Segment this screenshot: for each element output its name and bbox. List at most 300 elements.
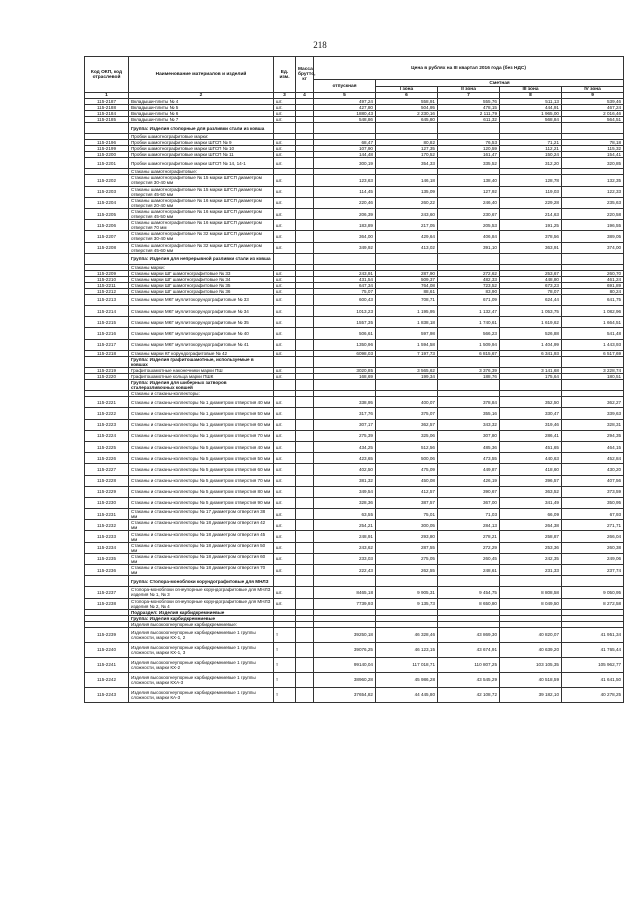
header-zone-4: IV зона <box>562 87 624 93</box>
name-cell: Пробки шамотнографитовые марки ШГСП № 9 <box>129 140 274 146</box>
zone-2-price-cell: 42 108,72 <box>438 687 500 702</box>
release-price-cell: 206,39 <box>314 208 376 219</box>
code-cell: 115-2206 <box>85 220 129 231</box>
unit-cell: шт. <box>274 111 296 117</box>
zone-1-price-cell: 262,55 <box>376 565 438 576</box>
table-row <box>85 642 624 657</box>
zone-3-price-cell: 396,57 <box>500 475 562 486</box>
zone-3-price-cell: 1 965,00 <box>500 111 562 117</box>
zone-1-price-cell: 512,56 <box>376 441 438 452</box>
name-cell: Стаканы и стаканы-коллекторы № 1 диаметром отверстия 50 мм <box>129 408 274 419</box>
zone-2-price-cell: 83,90 <box>438 288 500 294</box>
zone-4-price-cell: 180,51 <box>562 374 624 380</box>
code-cell: 115-2214 <box>85 306 129 317</box>
zone-3-price-cell: 1 404,99 <box>500 339 562 350</box>
zone-2-price-cell <box>438 380 500 391</box>
name-cell: Вкладыши-плиты № 7 <box>129 117 274 123</box>
zone-1-price-cell: 88,61 <box>376 288 438 294</box>
name-cell: Стопора-моноблоки огнеупорные корундографитовые для МНЛЗ изделия № 1, № 3 <box>129 587 274 598</box>
zone-2-price-cell: 278,21 <box>438 531 500 542</box>
zone-3-price-cell: 128,78 <box>500 175 562 186</box>
table-row <box>85 419 624 430</box>
table-row <box>85 531 624 542</box>
mass-cell <box>296 672 314 687</box>
release-price-cell: 3020,85 <box>314 368 376 374</box>
zone-4-price-cell: 467,24 <box>562 105 624 111</box>
code-cell: 115-2204 <box>85 197 129 208</box>
code-cell: 115-2231 <box>85 509 129 520</box>
release-price-cell: 37654,82 <box>314 687 376 702</box>
release-price-cell: 402,50 <box>314 464 376 475</box>
table-row <box>85 186 624 197</box>
name-cell: Стаканы шамотнографитовые № 15 марки ШГСП диаметром отверстия 30-40 мм <box>129 175 274 186</box>
name-cell: Группа: Изделия стопорные для разливки стали из ковша <box>129 123 274 134</box>
zone-2-price-cell: 378,84 <box>438 397 500 408</box>
zone-1-price-cell: 146,18 <box>376 175 438 186</box>
zone-1-price-cell: 1 838,18 <box>376 317 438 328</box>
mass-cell <box>296 419 314 430</box>
zone-3-price-cell: 253,67 <box>500 270 562 276</box>
unit-cell <box>274 576 296 587</box>
unit-cell: шт. <box>274 464 296 475</box>
header-price-group: Цена в рублях на III квартал 2016 года (без НДС) <box>314 57 624 80</box>
column-number: 9 <box>562 93 624 99</box>
release-price-cell: 275,39 <box>314 430 376 441</box>
release-price-cell: 381,32 <box>314 475 376 486</box>
release-price-cell: 183,89 <box>314 220 376 231</box>
code-cell: 115-2205 <box>85 208 129 219</box>
header-estimate-price: Сметная <box>376 80 624 87</box>
unit-cell <box>274 380 296 391</box>
zone-4-price-cell: 41 951,34 <box>562 627 624 642</box>
zone-1-price-cell: 170,52 <box>376 152 438 158</box>
table-row <box>85 509 624 520</box>
zone-4-price-cell <box>562 356 624 367</box>
table-row <box>85 317 624 328</box>
zone-4-price-cell: 1 664,51 <box>562 317 624 328</box>
zone-2-price-cell: 478,15 <box>438 105 500 111</box>
zone-1-price-cell: 287,55 <box>376 542 438 553</box>
name-cell: Стаканы шамотнографитовые № 16 марки ШГСП диаметром отверстия 20-40 мм <box>129 197 274 208</box>
code-cell: 115-2225 <box>85 441 129 452</box>
column-number: 5 <box>314 93 376 99</box>
table-row <box>85 475 624 486</box>
name-cell: Стаканы и стаканы-коллекторы № 1 диаметром отверстия 60 мм <box>129 419 274 430</box>
zone-1-price-cell: 450,08 <box>376 475 438 486</box>
unit-cell: шт. <box>274 117 296 123</box>
zone-2-price-cell: 230,67 <box>438 208 500 219</box>
name-cell: Изделия высокоогнеупорные карбидкремниевые 1 группы сложности, марки КХ-2 <box>129 657 274 672</box>
name-cell: Стаканы и стаканы-коллекторы № 17 диаметром отверстия 38 мм <box>129 509 274 520</box>
name-cell: Стаканы шамотнографитовые № 32 марки ШГСП диаметром отверстия 30-40 мм <box>129 231 274 242</box>
mass-cell <box>296 430 314 441</box>
zone-2-price-cell: 611,32 <box>438 117 500 123</box>
zone-3-price-cell: 40 518,59 <box>500 672 562 687</box>
release-price-cell <box>314 356 376 367</box>
zone-1-price-cell: 44 445,80 <box>376 687 438 702</box>
zone-1-price-cell: 387,57 <box>376 497 438 508</box>
zone-4-price-cell: 350,95 <box>562 497 624 508</box>
column-number: 8 <box>500 93 562 99</box>
release-price-cell: 222,43 <box>314 565 376 576</box>
code-cell: 115-2215 <box>85 317 129 328</box>
zone-3-price-cell: 511,13 <box>500 99 562 105</box>
mass-cell <box>296 576 314 587</box>
zone-4-price-cell: 320,85 <box>562 158 624 169</box>
name-cell: Стаканы и стаканы-коллекторы № 18 диаметром отверстия 45 мм <box>129 531 274 542</box>
table-row <box>85 231 624 242</box>
code-cell: 115-2212 <box>85 288 129 294</box>
zone-2-price-cell: 120,59 <box>438 146 500 152</box>
mass-cell <box>296 380 314 391</box>
zone-3-price-cell: 341,49 <box>500 497 562 508</box>
name-cell: Пробки шамотнографитовые марки: <box>129 134 274 140</box>
unit-cell: шт. <box>274 288 296 294</box>
zone-1-price-cell: 3 565,62 <box>376 368 438 374</box>
release-price-cell: 254,21 <box>314 520 376 531</box>
code-cell: 115-2235 <box>85 553 129 564</box>
zone-1-price-cell: 287,90 <box>376 270 438 276</box>
mass-cell <box>296 486 314 497</box>
mass-cell <box>296 464 314 475</box>
zone-3-price-cell: 1 053,75 <box>500 306 562 317</box>
zone-3-price-cell: 526,88 <box>500 328 562 339</box>
unit-cell: шт. <box>274 368 296 374</box>
zone-3-price-cell: 568,84 <box>500 117 562 123</box>
header-release-price: отпускная <box>314 80 376 93</box>
zone-2-price-cell <box>438 253 500 264</box>
code-cell: 115-2233 <box>85 531 129 542</box>
zone-3-price-cell: 231,33 <box>500 565 562 576</box>
release-price-cell <box>314 123 376 134</box>
release-price-cell: 647,34 <box>314 282 376 288</box>
zone-1-price-cell: 46 123,15 <box>376 642 438 657</box>
release-price-cell: 423,65 <box>314 453 376 464</box>
unit-cell <box>274 123 296 134</box>
zone-1-price-cell <box>376 576 438 587</box>
page-number: 218 <box>313 40 327 50</box>
table-row <box>85 441 624 452</box>
release-price-cell: 434,25 <box>314 441 376 452</box>
unit-cell: шт. <box>274 520 296 531</box>
code-cell: 115-2202 <box>85 175 129 186</box>
release-price-cell: 243,91 <box>314 270 376 276</box>
table-row <box>85 175 624 186</box>
code-cell: 115-2229 <box>85 486 129 497</box>
code-cell: 115-2207 <box>85 231 129 242</box>
name-cell: Стопора-моноблоки огнеупорные корундографитовые для МНЛЗ изделия № 2, № 4 <box>129 598 274 609</box>
name-cell: Стаканы марки КГ корундографитовые № 42 <box>129 350 274 356</box>
group-heading-row <box>85 576 624 587</box>
zone-1-price-cell: 412,57 <box>376 486 438 497</box>
table-row <box>85 208 624 219</box>
zone-2-price-cell: 485,36 <box>438 441 500 452</box>
table-row <box>85 242 624 253</box>
table-row <box>85 453 624 464</box>
code-cell: 115-2243 <box>85 687 129 702</box>
zone-2-price-cell: 355,16 <box>438 408 500 419</box>
mass-cell <box>296 542 314 553</box>
mass-cell <box>296 657 314 672</box>
mass-cell <box>296 497 314 508</box>
zone-1-price-cell: 46 328,46 <box>376 627 438 642</box>
zone-4-price-cell: 294,35 <box>562 430 624 441</box>
mass-cell <box>296 553 314 564</box>
zone-2-price-cell: 43 674,91 <box>438 642 500 657</box>
name-cell: Пробки шамотнографитовые марки ШГСП № 10 <box>129 146 274 152</box>
zone-1-price-cell: 9 905,31 <box>376 587 438 598</box>
zone-4-price-cell <box>562 380 624 391</box>
release-price-cell: 243,62 <box>314 542 376 553</box>
code-cell: 115-2220 <box>85 374 129 380</box>
code-cell: 115-2216 <box>85 328 129 339</box>
zone-3-price-cell: 112,21 <box>500 146 562 152</box>
mass-cell <box>296 598 314 609</box>
code-cell <box>85 356 129 367</box>
name-cell: Стаканы и стаканы-коллекторы № 18 диаметром отверстия 60 мм <box>129 553 274 564</box>
code-cell: 115-2188 <box>85 105 129 111</box>
release-price-cell: 1013,23 <box>314 306 376 317</box>
mass-cell <box>296 627 314 642</box>
zone-3-price-cell: 330,47 <box>500 408 562 419</box>
release-price-cell: 427,80 <box>314 105 376 111</box>
unit-cell: шт. <box>274 208 296 219</box>
zone-3-price-cell <box>500 356 562 367</box>
table-row <box>85 672 624 687</box>
table-row <box>85 587 624 598</box>
zone-3-price-cell: 363,91 <box>500 242 562 253</box>
name-cell: Группа: Изделия для шиберных затворов сталеразливочных ковшей <box>129 380 274 391</box>
code-cell: 115-2185 <box>85 117 129 123</box>
release-price-cell: 300,19 <box>314 158 376 169</box>
unit-cell: шт. <box>274 152 296 158</box>
zone-3-price-cell: 378,56 <box>500 231 562 242</box>
code-cell: 115-2221 <box>85 397 129 408</box>
release-price-cell: 307,17 <box>314 419 376 430</box>
release-price-cell: 8465,18 <box>314 587 376 598</box>
release-price-cell <box>314 380 376 391</box>
zone-4-price-cell: 154,41 <box>562 152 624 158</box>
release-price-cell: 364,00 <box>314 231 376 242</box>
zone-2-price-cell: 473,55 <box>438 453 500 464</box>
zone-2-price-cell: 335,52 <box>438 158 500 169</box>
name-cell: Стаканы марки МКГ муллитокорундографитовые № 33 <box>129 294 274 305</box>
unit-cell: т <box>274 642 296 657</box>
zone-2-price-cell: 1 509,94 <box>438 339 500 350</box>
unit-cell: шт. <box>274 509 296 520</box>
table-row <box>85 520 624 531</box>
table-row <box>85 408 624 419</box>
zone-2-price-cell: 406,84 <box>438 231 500 242</box>
zone-4-price-cell: 374,00 <box>562 242 624 253</box>
zone-1-price-cell: 362,57 <box>376 419 438 430</box>
code-cell <box>85 123 129 134</box>
release-price-cell: 63,55 <box>314 509 376 520</box>
table-row <box>85 328 624 339</box>
zone-4-price-cell: 1 443,93 <box>562 339 624 350</box>
header-zone-1: I зона <box>376 87 438 93</box>
code-cell: 115-2203 <box>85 186 129 197</box>
unit-cell <box>274 356 296 367</box>
zone-3-price-cell: 448,80 <box>500 276 562 282</box>
name-cell: Стаканы и стаканы-коллекторы № 5 диаметром отверстия 40 мм <box>129 441 274 452</box>
name-cell: Стаканы и стаканы-коллекторы № 18 диаметром отверстия 70 мм <box>129 565 274 576</box>
unit-cell: шт. <box>274 339 296 350</box>
code-cell <box>85 253 129 264</box>
zone-1-price-cell: 597,98 <box>376 328 438 339</box>
zone-4-price-cell: 40 278,25 <box>562 687 624 702</box>
zone-4-price-cell: 452,84 <box>562 453 624 464</box>
table-row <box>85 220 624 231</box>
release-price-cell: 600,43 <box>314 294 376 305</box>
zone-3-price-cell: 312,20 <box>500 158 562 169</box>
mass-cell <box>296 158 314 169</box>
unit-cell: шт. <box>274 475 296 486</box>
unit-cell: шт. <box>274 565 296 576</box>
release-price-cell: 114,45 <box>314 186 376 197</box>
zone-4-price-cell: 67,93 <box>562 509 624 520</box>
column-number: 1 <box>85 93 129 99</box>
unit-cell: шт. <box>274 317 296 328</box>
unit-cell: шт. <box>274 374 296 380</box>
mass-cell <box>296 441 314 452</box>
zone-3-price-cell: 319,46 <box>500 419 562 430</box>
unit-cell: шт. <box>274 497 296 508</box>
zone-1-price-cell: 354,33 <box>376 158 438 169</box>
mass-cell <box>296 509 314 520</box>
unit-cell: шт. <box>274 242 296 253</box>
unit-cell: шт. <box>274 105 296 111</box>
zone-1-price-cell: 375,07 <box>376 408 438 419</box>
unit-cell: шт. <box>274 186 296 197</box>
zone-3-price-cell: 242,35 <box>500 553 562 564</box>
mass-cell <box>296 317 314 328</box>
zone-3-price-cell <box>500 576 562 587</box>
release-price-cell: 99140,04 <box>314 657 376 672</box>
unit-cell: шт. <box>274 158 296 169</box>
zone-2-price-cell <box>438 576 500 587</box>
release-price-cell: 6098,03 <box>314 350 376 356</box>
name-cell: Группа: Изделия для непрерывной разливки стали из ковша <box>129 253 274 264</box>
unit-cell: т <box>274 672 296 687</box>
name-cell: Стаканы марки МКГ муллитокорундографитовые № 34 <box>129 306 274 317</box>
zone-4-price-cell: 1 082,96 <box>562 306 624 317</box>
column-number: 7 <box>438 93 500 99</box>
zone-1-price-cell <box>376 123 438 134</box>
zone-1-price-cell: 243,60 <box>376 208 438 219</box>
release-price-cell: 7739,93 <box>314 598 376 609</box>
zone-3-price-cell: 8 808,58 <box>500 587 562 598</box>
table-row <box>85 687 624 702</box>
code-cell: 115-2187 <box>85 99 129 105</box>
zone-2-price-cell: 9 454,75 <box>438 587 500 598</box>
zone-4-price-cell: 539,46 <box>562 99 624 105</box>
table-row <box>85 339 624 350</box>
zone-4-price-cell: 8 272,58 <box>562 598 624 609</box>
code-cell: 115-2217 <box>85 339 129 350</box>
release-price-cell: 38960,28 <box>314 672 376 687</box>
zone-1-price-cell: 75,01 <box>376 509 438 520</box>
table-row <box>85 553 624 564</box>
name-cell: Стаканы и стаканы-коллекторы: <box>129 391 274 397</box>
unit-cell: шт. <box>274 542 296 553</box>
zone-4-price-cell: 41 641,50 <box>562 672 624 687</box>
table-row <box>85 542 624 553</box>
code-cell: 115-2209 <box>85 270 129 276</box>
release-price-cell: 548,86 <box>314 117 376 123</box>
table-row <box>85 306 624 317</box>
name-cell: Группа: Изделия графитошамотные, используемые в ковшах <box>129 356 274 367</box>
unit-cell: шт. <box>274 350 296 356</box>
code-cell: 115-2210 <box>85 276 129 282</box>
zone-4-price-cell: 3 228,74 <box>562 368 624 374</box>
name-cell: Изделия высокоогнеупорные карбидкремниевые 1 группы сложности, марки КХ-1, 3 <box>129 642 274 657</box>
unit-cell: т <box>274 687 296 702</box>
code-cell: 115-2241 <box>85 657 129 672</box>
code-cell: 115-2201 <box>85 158 129 169</box>
zone-1-price-cell <box>376 253 438 264</box>
zone-1-price-cell: 504,95 <box>376 105 438 111</box>
mass-cell <box>296 356 314 367</box>
zone-4-price-cell: 260,70 <box>562 270 624 276</box>
table-row <box>85 197 624 208</box>
zone-1-price-cell: 475,09 <box>376 464 438 475</box>
name-cell: Стаканы марки ШГ шамотнографитовые № 33 <box>129 270 274 276</box>
zone-4-price-cell: 541,48 <box>562 328 624 339</box>
table-row <box>85 598 624 609</box>
name-cell: Стаканы марки МКГ муллитокорундографитовые № 40 <box>129 328 274 339</box>
name-cell: Стаканы шамотнографитовые: <box>129 169 274 175</box>
table-row <box>85 158 624 169</box>
zone-1-price-cell: 9 135,73 <box>376 598 438 609</box>
zone-2-price-cell: 449,87 <box>438 464 500 475</box>
name-cell: Стаканы и стаканы-коллекторы № 18 диаметром отверстия 42 мм <box>129 520 274 531</box>
zone-2-price-cell: 110 807,25 <box>438 657 500 672</box>
group-heading-row <box>85 380 624 391</box>
unit-cell: шт. <box>274 276 296 282</box>
table-row <box>85 497 624 508</box>
zone-4-price-cell: 389,05 <box>562 231 624 242</box>
name-cell: Подраздел: Изделия карбидкремниевые <box>129 609 274 615</box>
code-cell: 115-2238 <box>85 598 129 609</box>
release-price-cell: 68,47 <box>314 140 376 146</box>
zone-1-price-cell: 217,05 <box>376 220 438 231</box>
unit-cell: шт. <box>274 270 296 276</box>
zone-2-price-cell: 161,47 <box>438 152 500 158</box>
release-price-cell: 1880,43 <box>314 111 376 117</box>
unit-cell: шт. <box>274 441 296 452</box>
code-cell: 115-2196 <box>85 140 129 146</box>
zone-1-price-cell: 260,22 <box>376 197 438 208</box>
zone-2-price-cell <box>438 356 500 367</box>
zone-2-price-cell: 555,76 <box>438 99 500 105</box>
code-cell: 115-2232 <box>85 520 129 531</box>
zone-4-price-cell: 9 050,95 <box>562 587 624 598</box>
zone-3-price-cell <box>500 380 562 391</box>
code-cell <box>85 576 129 587</box>
mass-cell <box>296 220 314 231</box>
mass-cell <box>296 175 314 186</box>
zone-1-price-cell: 2 230,16 <box>376 111 438 117</box>
zone-4-price-cell: 105 962,77 <box>562 657 624 672</box>
name-cell: Стаканы и стаканы-коллекторы № 18 диаметром отверстия 50 мм <box>129 542 274 553</box>
code-cell <box>85 380 129 391</box>
zone-3-price-cell: 214,63 <box>500 208 562 219</box>
zone-2-price-cell: 6 815,67 <box>438 350 500 356</box>
zone-2-price-cell: 343,32 <box>438 419 500 430</box>
unit-cell <box>274 253 296 264</box>
zone-2-price-cell: 723,52 <box>438 282 500 288</box>
